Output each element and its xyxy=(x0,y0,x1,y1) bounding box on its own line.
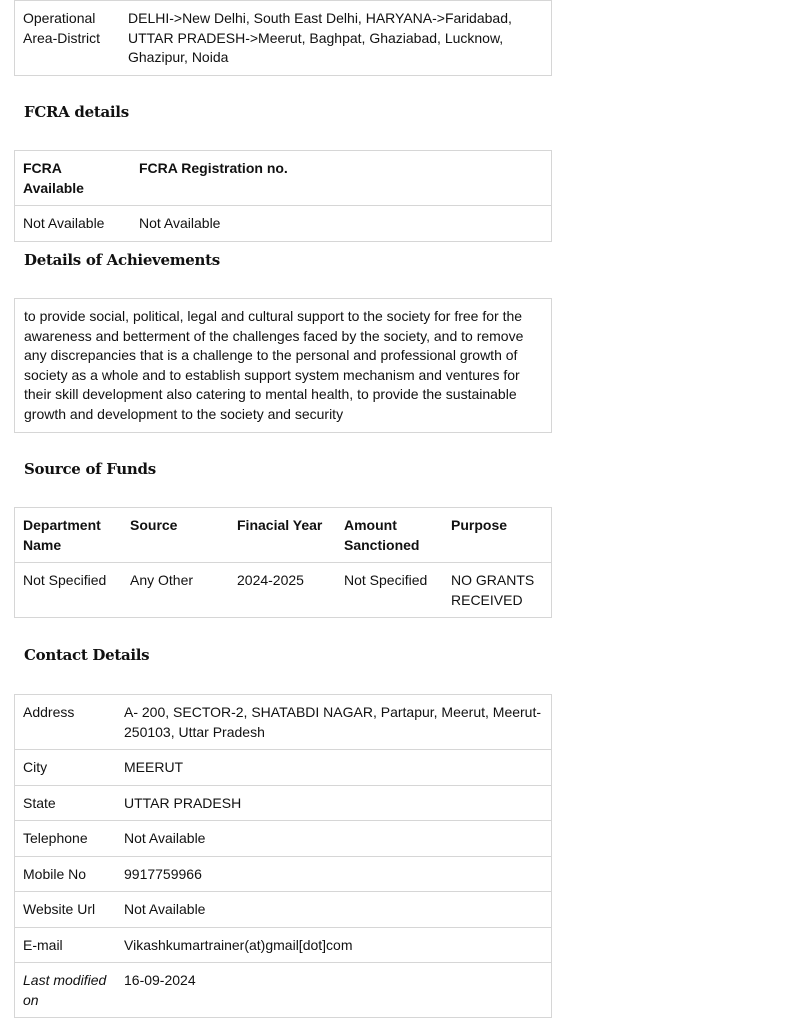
telephone-label: Telephone xyxy=(15,821,116,857)
source-value: Any Other xyxy=(122,563,229,618)
table-row xyxy=(15,963,551,1018)
purpose-header: Purpose xyxy=(451,517,508,533)
telephone-value: Not Available xyxy=(116,821,551,857)
achievements-text: to provide social, political, legal and cultural support to the society for free for the awareness and betterment of the challenges faced by the society, and to remove any discrepancies that is a challenge to the personal and professional growth of society as a whole and to establish support system mechanism and ventures for their skill development also catering to mental health, to provide the sustainable growth and development to the society and security xyxy=(24,308,524,422)
contact-heading: Contact Details xyxy=(24,646,150,664)
address-label: Address xyxy=(23,704,75,720)
table-row xyxy=(15,892,551,928)
achievements-heading: Details of Achievements xyxy=(24,251,220,269)
address-value: A- 200, SECTOR-2, SHATABDI NAGAR, Partapur, Meerut, Meerut-250103, Uttar Pradesh xyxy=(124,704,542,740)
city-value: MEERUT xyxy=(116,750,551,786)
mobile-value: 9917759966 xyxy=(116,856,551,892)
fcra-registration-header: FCRA Registration no. xyxy=(139,160,288,176)
financial-year-header: Finacial Year xyxy=(237,517,323,533)
state-label: State xyxy=(15,785,116,821)
table-row xyxy=(15,750,551,786)
fcra-available-header: FCRA Available xyxy=(23,160,84,196)
table-row xyxy=(15,695,551,750)
table-row xyxy=(15,927,551,963)
last-modified-label: Last modified on xyxy=(15,963,116,1018)
funds-table xyxy=(14,507,552,618)
operational-area-value: DELHI->New Delhi, South East Delhi, HARYANA->Faridabad, UTTAR PRADESH->Meerut, Baghpat, Ghaziabad, Lucknow, Ghazipur, Noida xyxy=(128,10,512,65)
fcra-available-value: Not Available xyxy=(15,206,131,241)
state-value: UTTAR PRADESH xyxy=(116,785,551,821)
fcra-registration-value: Not Available xyxy=(131,206,551,241)
table-row xyxy=(15,563,551,618)
website-label: Website Url xyxy=(15,892,116,928)
contact-table xyxy=(14,694,552,1018)
department-name-header: Department Name xyxy=(23,517,101,553)
table-row xyxy=(15,206,551,241)
funds-heading: Source of Funds xyxy=(24,460,156,478)
achievements-box xyxy=(14,298,552,433)
amount-sanctioned-value: Not Specified xyxy=(336,563,443,618)
website-value: Not Available xyxy=(116,892,551,928)
email-value: Vikashkumartrainer(at)gmail[dot]com xyxy=(116,927,551,963)
last-modified-value: 16-09-2024 xyxy=(116,963,551,1018)
financial-year-value: 2024-2025 xyxy=(229,563,336,618)
source-header: Source xyxy=(130,517,178,533)
fcra-heading: FCRA details xyxy=(24,103,129,121)
table-row xyxy=(15,785,551,821)
mobile-label: Mobile No xyxy=(15,856,116,892)
amount-sanctioned-header: Amount Sanctioned xyxy=(344,517,420,553)
operational-area-table xyxy=(14,0,552,76)
table-row xyxy=(15,1,551,75)
fcra-table xyxy=(14,150,552,242)
table-header-row xyxy=(15,151,551,206)
table-header-row xyxy=(15,508,551,563)
department-name-value: Not Specified xyxy=(15,563,122,618)
table-row xyxy=(15,856,551,892)
purpose-value: NO GRANTS RECEIVED xyxy=(443,563,551,618)
city-label: City xyxy=(15,750,116,786)
table-row xyxy=(15,821,551,857)
operational-area-label: Operational Area-District xyxy=(23,10,101,46)
email-label: E-mail xyxy=(15,927,116,963)
